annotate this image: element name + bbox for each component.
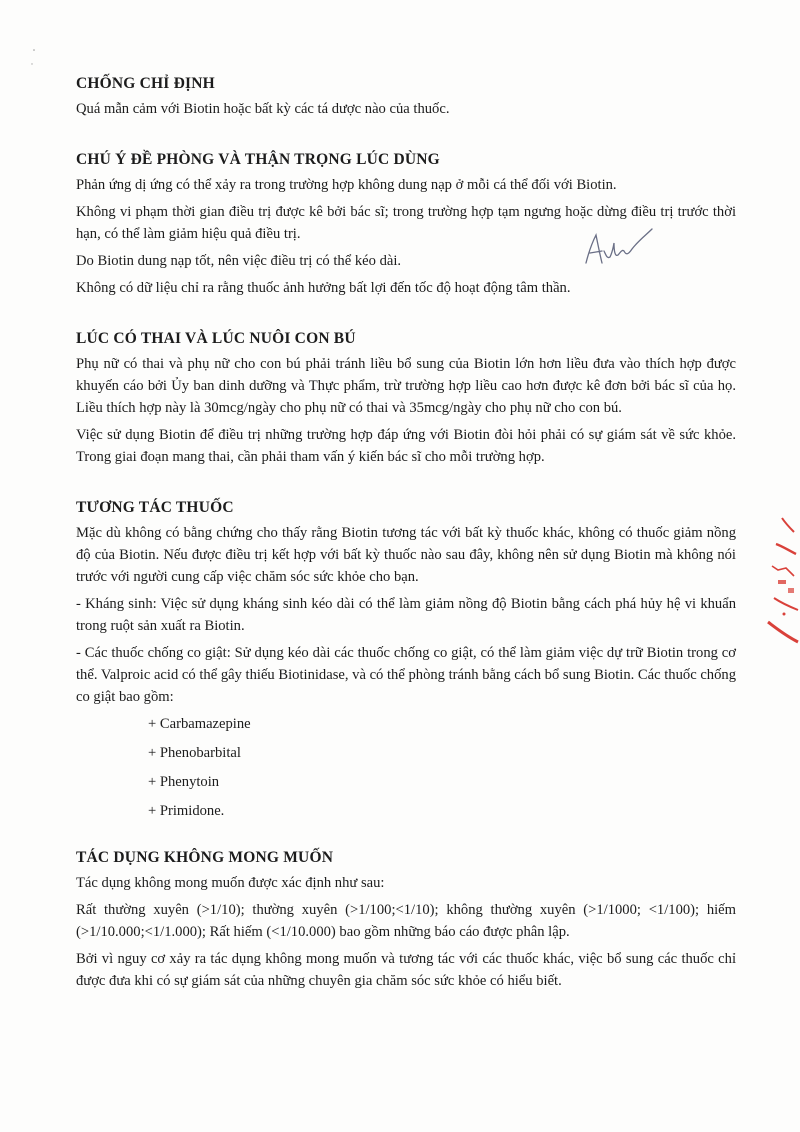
document-body <box>76 74 736 997</box>
section-heading: CHÚ Ý ĐỀ PHÒNG VÀ THẬN TRỌNG LÚC DÙNG <box>76 151 440 168</box>
paragraph: Bởi vì nguy cơ xảy ra tác dụng không mong muốn và tương tác với các thuốc khác, việc bổ sung các thuốc chỉ được đưa khi có sự giám sát của những chuyên gia chăm sóc sức khỏe có hiểu biết. <box>76 951 736 989</box>
paragraph: - Các thuốc chống co giật: Sử dụng kéo dài các thuốc chống co giật, có thể làm giảm việc dự trữ Biotin trong cơ thể. Valproic acid có thể gây thiếu Biotinidase, và có thể phòng tránh bằng cách bổ sung Biotin. Các thuốc chống co giật bao gồm: <box>76 645 736 705</box>
paragraph: Không có dữ liệu chỉ ra rằng thuốc ảnh hưởng bất lợi đến tốc độ hoạt động tâm thần. <box>76 280 571 296</box>
list-item: + Primidone. <box>148 803 225 819</box>
paragraph: Phụ nữ có thai và phụ nữ cho con bú phải tránh liều bổ sung của Biotin lớn hơn liều đưa vào thích hợp được khuyến cáo bởi Ủy ban dinh dưỡng và Thực phẩm, trừ trường hợp liều cao hơn được kê đơn bởi bác sĩ của họ. Liều thích hợp này là 30mcg/ngày cho phụ nữ có thai và 35mcg/ngày cho phụ nữ cho con bú. <box>76 356 736 416</box>
list-item: + Phenytoin <box>148 774 220 790</box>
anticonvulsant-list <box>148 713 736 822</box>
section-heading: CHỐNG CHỈ ĐỊNH <box>76 75 215 92</box>
section-contraindications <box>76 74 736 120</box>
section-adverse-effects <box>76 848 736 992</box>
section-heading: LÚC CÓ THAI VÀ LÚC NUÔI CON BÚ <box>76 330 356 347</box>
section-drug-interactions <box>76 498 736 822</box>
scan-marks <box>30 40 70 85</box>
paragraph: Không vi phạm thời gian điều trị được kê bởi bác sĩ; trong trường hợp tạm ngưng hoặc dừng điều trị trước thời hạn, có thể làm giảm hiệu quả điều trị. <box>76 204 736 242</box>
section-pregnancy-lactation <box>76 329 736 468</box>
paragraph: Rất thường xuyên (>1/10); thường xuyên (>1/100;<1/10); không thường xuyên (>1/1000; <1/100); hiếm (>1/10.000;<1/1.000); Rất hiếm (<1/10.000) bao gồm những báo cáo được phân lập. <box>76 902 736 940</box>
section-heading: TÁC DỤNG KHÔNG MONG MUỐN <box>76 849 334 866</box>
paragraph: Phản ứng dị ứng có thể xảy ra trong trường hợp không dung nạp ở mỗi cá thể đối với Biotin. <box>76 177 617 193</box>
list-item: + Phenobarbital <box>148 745 241 761</box>
list-item: + Carbamazepine <box>148 716 251 732</box>
paragraph: Tác dụng không mong muốn được xác định như sau: <box>76 875 385 891</box>
paragraph: - Kháng sinh: Việc sử dụng kháng sinh kéo dài có thể làm giảm nồng độ Biotin bằng cách phá hủy hệ vi khuẩn trong ruột sản xuất ra Biotin. <box>76 596 736 634</box>
paragraph: Mặc dù không có bằng chứng cho thấy rằng Biotin tương tác với bất kỳ thuốc khác, không có thuốc giảm nồng độ của Biotin. Nếu được điều trị kết hợp với bất kỳ thuốc nào sau đây, không nên sử dụng Biotin mà không nói trước với người cung cấp việc chăm sóc sức khỏe cho bạn. <box>76 525 736 585</box>
red-stamp-fragment <box>758 510 800 650</box>
paragraph: Việc sử dụng Biotin để điều trị những trường hợp đáp ứng với Biotin đòi hỏi phải có sự giám sát về sức khỏe. Trong giai đoạn mang thai, cần phải tham vấn ý kiến bác sĩ cho mỗi trường hợp. <box>76 427 736 465</box>
paragraph: Quá mẫn cảm với Biotin hoặc bất kỳ các tá dược nào của thuốc. <box>76 101 450 117</box>
signature <box>580 225 660 280</box>
paragraph: Do Biotin dung nạp tốt, nên việc điều trị có thể kéo dài. <box>76 253 402 269</box>
section-heading: TƯƠNG TÁC THUỐC <box>76 499 234 516</box>
